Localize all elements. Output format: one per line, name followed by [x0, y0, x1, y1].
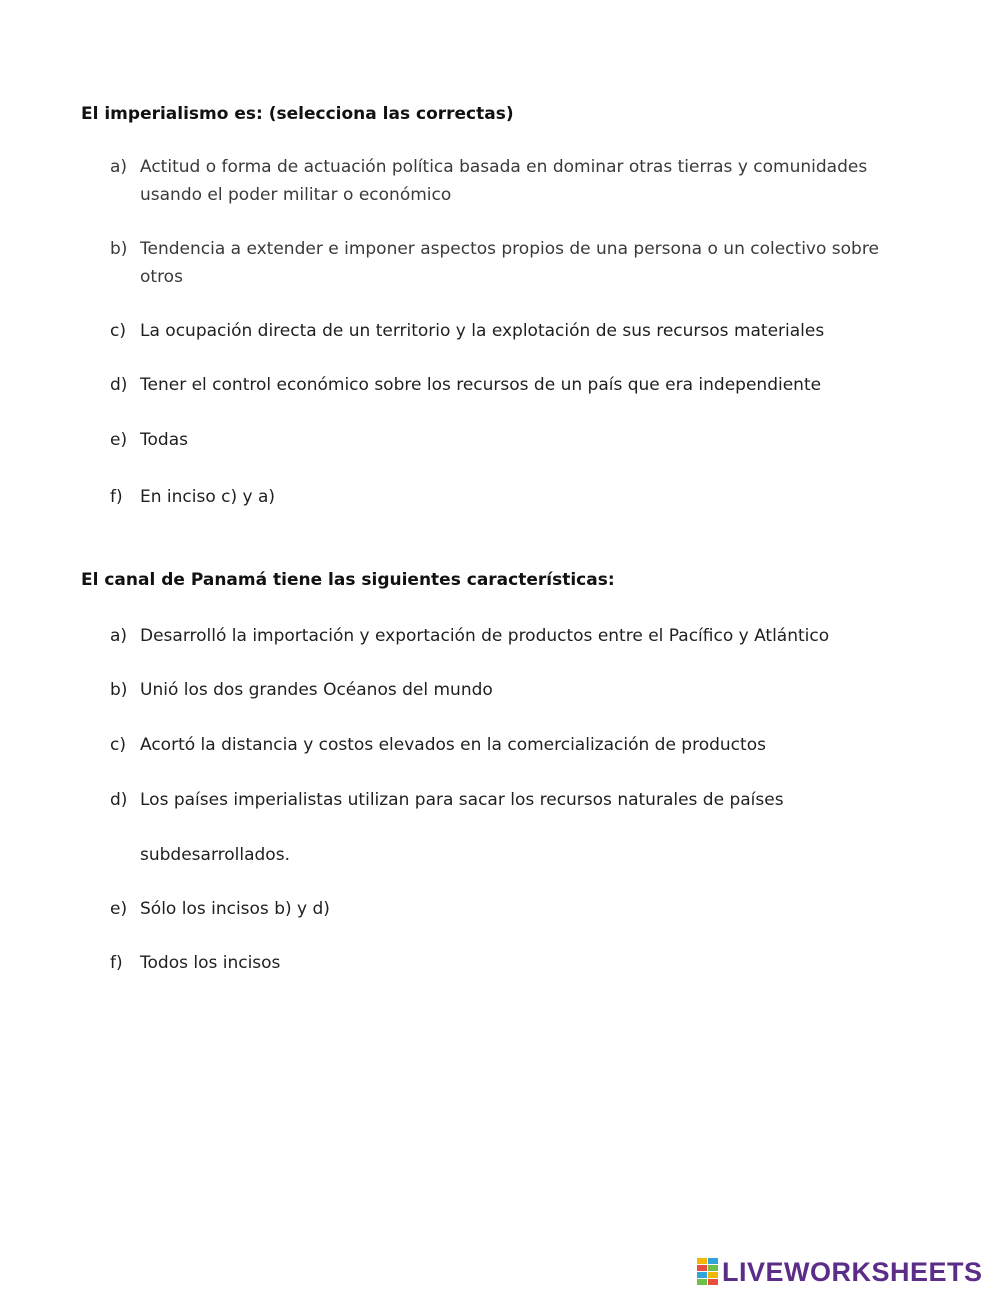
option-letter: a): [110, 157, 128, 177]
option-letter: b): [110, 680, 128, 700]
option-text-line1: Los países imperialistas utilizan para sacar los recursos naturales de países: [140, 790, 784, 810]
option-letter: b): [110, 239, 128, 259]
option-letter: c): [110, 735, 126, 755]
q1-option-d[interactable]: [110, 371, 930, 399]
option-text-line1: Tener el control económico sobre los recursos de un país que era independiente: [140, 375, 822, 395]
q1-option-b[interactable]: [110, 235, 930, 291]
q2-option-a[interactable]: [110, 622, 930, 650]
option-letter: c): [110, 321, 126, 341]
q2-option-b[interactable]: [110, 676, 930, 704]
logo-text: LIVEWORKSHEETS: [722, 1256, 983, 1287]
liveworksheets-logo[interactable]: [697, 1257, 983, 1287]
option-letter: e): [110, 899, 128, 919]
option-text-line1: Unió los dos grandes Océanos del mundo: [140, 680, 493, 700]
option-text-line2: otros: [140, 267, 183, 287]
option-text-line1: Desarrolló la importación y exportación de productos entre el Pacífico y Atlántico: [140, 626, 830, 646]
option-text-line1: Todas: [140, 430, 188, 450]
option-text-line1: Tendencia a extender e imponer aspectos propios de una persona o un colectivo sobre: [140, 239, 879, 259]
option-text-line2: usando el poder militar o económico: [140, 185, 452, 205]
option-letter: d): [110, 790, 128, 810]
q1-option-f[interactable]: [110, 483, 930, 511]
question-1-title: El imperialismo es: (selecciona las correctas): [81, 104, 514, 124]
q2-option-e[interactable]: [110, 895, 930, 923]
option-text-line1: Sólo los incisos b) y d): [140, 899, 330, 919]
q1-option-e[interactable]: [110, 426, 930, 454]
q2-option-d[interactable]: [110, 786, 930, 869]
option-text-line1: Todos los incisos: [140, 953, 281, 973]
q1-option-a[interactable]: [110, 153, 930, 209]
option-letter: e): [110, 430, 128, 450]
option-letter: a): [110, 626, 128, 646]
q2-option-f[interactable]: [110, 949, 930, 977]
q1-option-c[interactable]: [110, 317, 930, 345]
option-letter: d): [110, 375, 128, 395]
option-letter: f): [110, 953, 123, 973]
option-text-line1: Actitud o forma de actuación política basada en dominar otras tierras y comunidades: [140, 157, 868, 177]
option-text-line1: Acortó la distancia y costos elevados en la comercialización de productos: [140, 735, 766, 755]
liveworksheets-logo-icon: [697, 1258, 719, 1286]
q2-option-c[interactable]: [110, 731, 930, 759]
option-text-line1: La ocupación directa de un territorio y la explotación de sus recursos materiales: [140, 321, 825, 341]
option-letter: f): [110, 487, 123, 507]
option-text-line2: subdesarrollados.: [140, 845, 290, 865]
option-text-line1: En inciso c) y a): [140, 487, 276, 507]
question-2-title: El canal de Panamá tiene las siguientes características:: [81, 570, 615, 590]
